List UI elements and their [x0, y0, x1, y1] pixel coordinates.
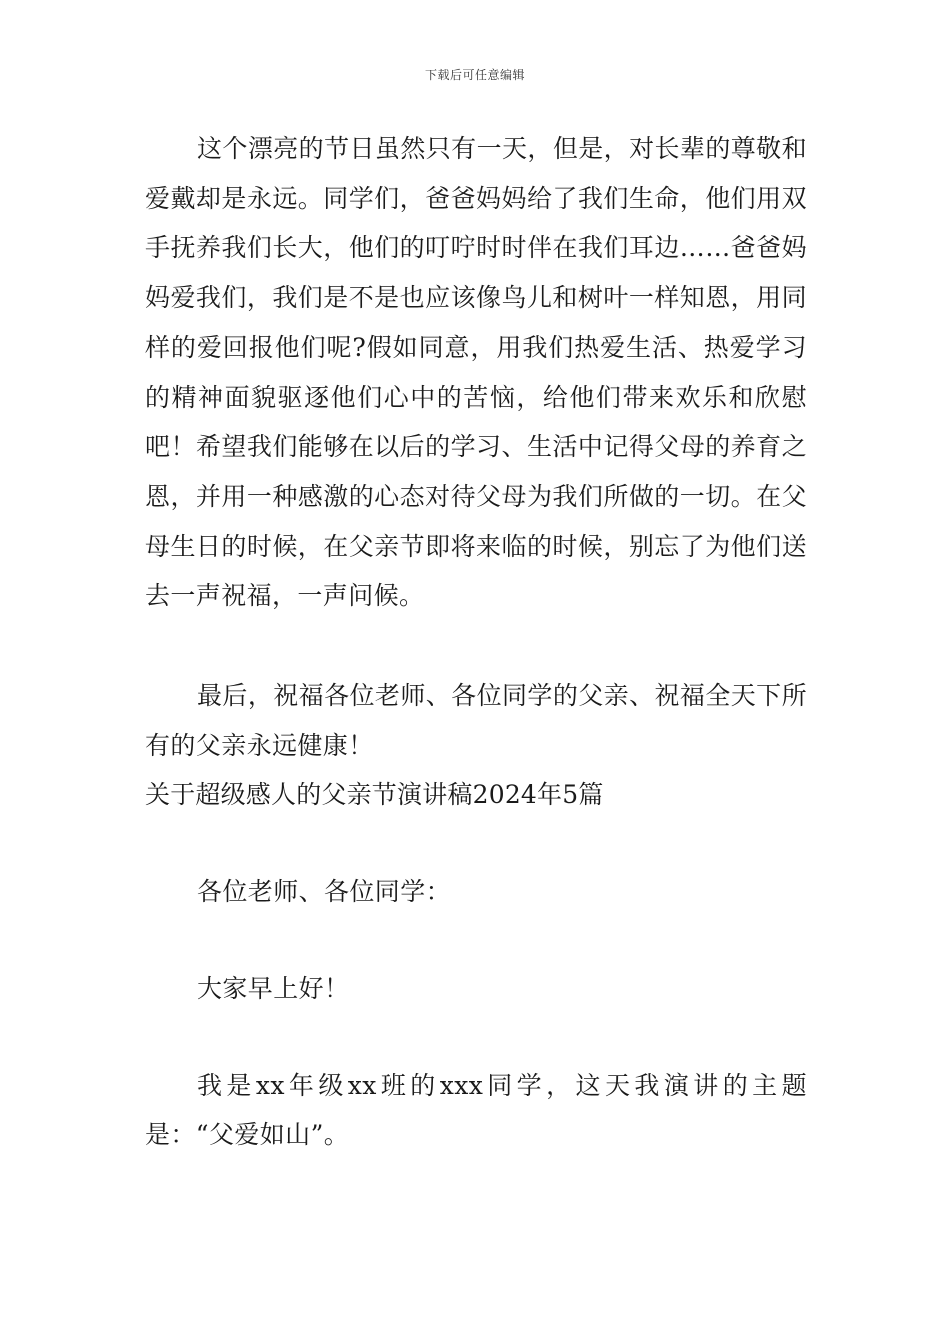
greeting-line: 各位老师、各位同学： [197, 877, 452, 907]
morning-greeting: 大家早上好！ [197, 973, 350, 1003]
speech-intro: 我是xx年级xx班的xxx同学，这天我演讲的主题是：“父爱如山”。 [145, 1070, 807, 1150]
header-note: 下载后可任意编辑 [424, 68, 525, 82]
paragraph-closing-thoughts: 这个漂亮的节日虽然只有一天，但是，对长辈的尊敬和爱戴却是永远。同学们，爸爸妈妈给了我们生命，他们用双手抚养我们长大，他们的叮咛时时伴在我们耳边……爸爸妈妈爱我们，我们是不是也应该像鸟儿和树叶一样知恩，用同样的爱回报他们呢?假如同意，用我们热爱生活、热爱学习的精神面貌驱逐他们心中的苦恼，给他们带来欢乐和欣慰吧！希望我们能够在以后的学习、生活中记得父母的养育之恩，并用一种感激的心态对待父母为我们所做的一切。在父母生日的时候，在父亲节即将来临的时候，别忘了为他们送去一声祝福，一声问候。 [145, 134, 807, 611]
document-body [145, 124, 807, 1160]
paragraph-final-blessing: 最后，祝福各位老师、各位同学的父亲、祝福全天下所有的父亲永远健康！ [145, 681, 807, 760]
section-title: 关于超级感人的父亲节演讲稿2024年5篇 [145, 780, 604, 810]
